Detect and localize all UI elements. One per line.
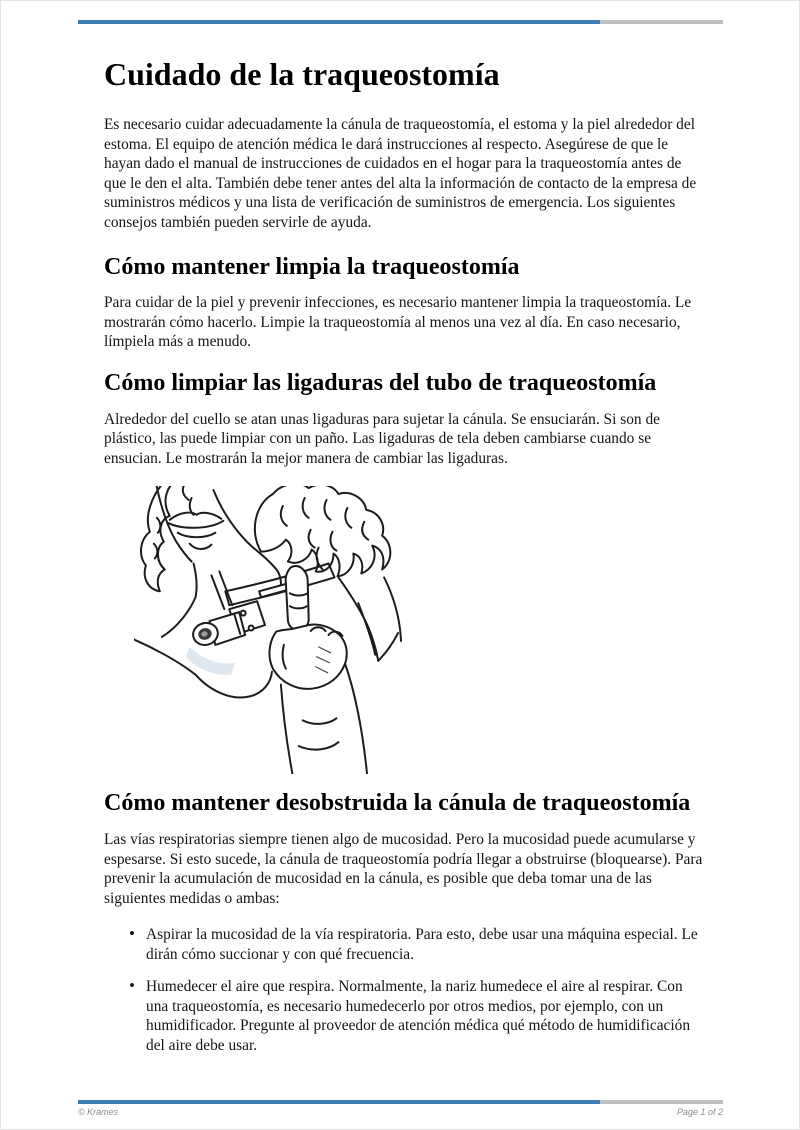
section-heading-keep-clean: Cómo mantener limpia la traqueostomía (104, 254, 520, 280)
list-item-humidify: • Humedecer el aire que respira. Normalmente, la nariz humedece el aire al respirar. Con una traqueostomía, es necesario humedecerlo por otros medios, por ejemplo, con un humidificador. Pregunte al proveedor de atención médica qué método de humidificación del aire debe usar. (146, 977, 703, 1055)
footer-rule (78, 1100, 723, 1104)
tracheostomy-figure (134, 486, 402, 774)
section-body-keep-clear: Las vías respiratorias siempre tienen algo de mucosidad. Pero la mucosidad puede acumularse y espesarse. Si esto sucede, la cánula de traqueostomía podría llegar a obstruirse (bloquearse). Para prevenir la acumulación de mucosidad en la cánula, es posible que deba tomar una de las siguientes medidas o ambas: (104, 831, 703, 907)
page-title: Cuidado de la traqueostomía (104, 56, 500, 92)
page-footer (78, 1100, 723, 1117)
list-item-suction: • Aspirar la mucosidad de la vía respiratoria. Para esto, debe usar una máquina especial. Le dirán cómo succionar y con qué frecuencia. (146, 925, 703, 964)
care-tips-list (104, 925, 703, 1055)
intro-paragraph: Es necesario cuidar adecuadamente la cánula de traqueostomía, el estoma y la piel alrededor del estoma. El equipo de atención médica le dará instrucciones al respecto. Asegúrese de que le hayan dado el manual de instrucciones de cuidados en el hogar para la traqueostomía antes de que le den el alta. También debe tener antes del alta la información de contacto de la empresa de suministros médicos y una lista de verificación de suministros de emergencia. Los siguientes consejos también pueden servirle de ayuda. (104, 116, 697, 231)
footer-text-row (78, 1107, 723, 1117)
footer-rule-gray-segment (600, 1100, 723, 1104)
section-body-clean-ties: Alrededor del cuello se atan unas ligaduras para sujetar la cánula. Se ensuciarán. Si son de plástico, las puede limpiar con un paño. Las ligaduras de tela deben cambiarse cuando se ensucian. Le mostrarán la mejor manera de cambiar las ligaduras. (104, 410, 660, 467)
section-heading-clean-ties: Cómo limpiar las ligaduras del tubo de traqueostomía (104, 369, 657, 396)
section-heading-keep-clear: Cómo mantener desobstruida la cánula de traqueostomía (104, 790, 691, 816)
section-body-keep-clean: Para cuidar de la piel y prevenir infecciones, es necesario mantener limpia la traqueostomía. Le mostrarán cómo hacerlo. Limpie la traqueostomía al menos una vez al día. En caso necesario, límpiela más a menudo. (104, 294, 692, 350)
copyright-text: © Krames (78, 1107, 119, 1117)
footer-rule-blue-segment (78, 1100, 600, 1104)
page-number: Page 1 of 2 (676, 1107, 723, 1117)
tracheostomy-illustration (134, 486, 402, 774)
document-content (104, 1, 703, 1068)
